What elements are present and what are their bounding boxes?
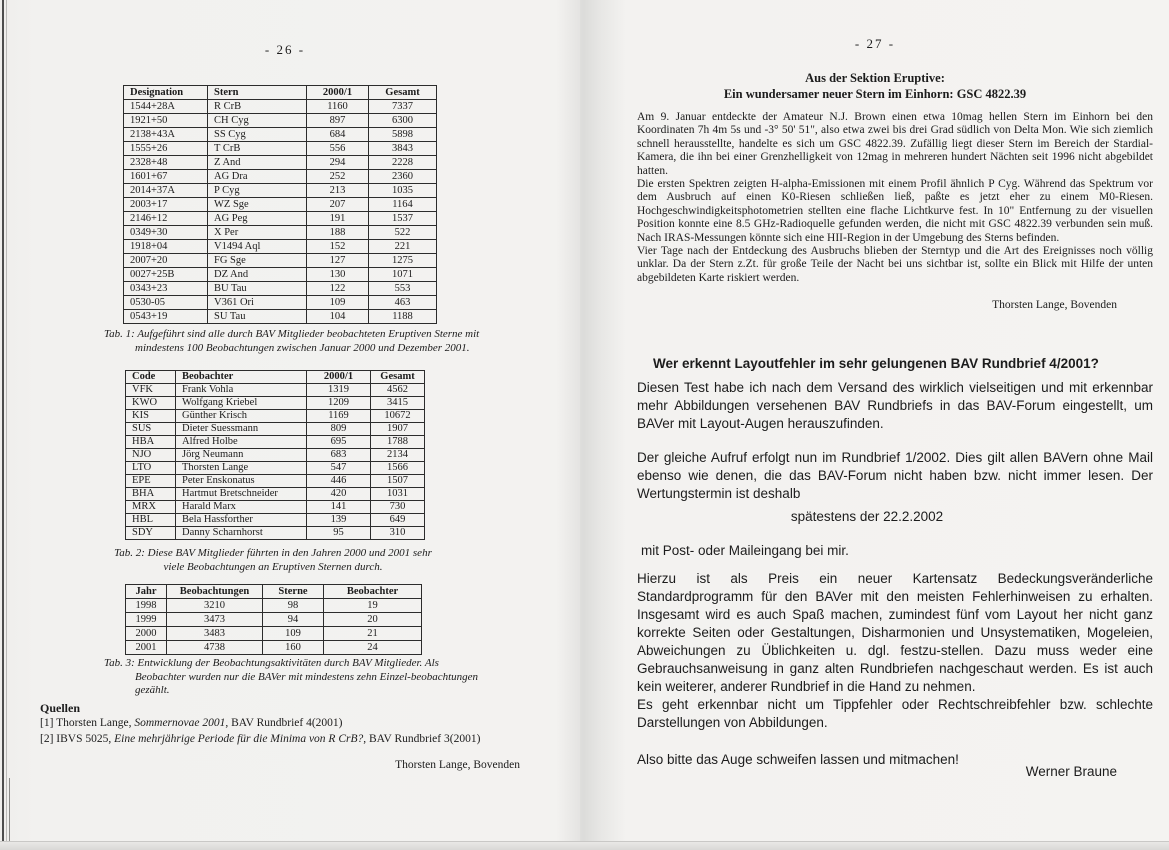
table-row xyxy=(124,212,437,226)
scan-edge-line xyxy=(2,0,4,850)
table-cell: 2003+17 xyxy=(124,198,208,212)
table-cell: 294 xyxy=(307,156,369,170)
column-header: Gesamt xyxy=(369,86,437,100)
table-cell: Jörg Neumann xyxy=(176,449,307,462)
table-cell: 2328+48 xyxy=(124,156,208,170)
table-cell: 160 xyxy=(263,641,324,655)
table-row xyxy=(124,240,437,254)
column-header: 2000/1 xyxy=(307,371,371,384)
article1-paragraph: Vier Tage nach der Entdeckung des Ausbruchs blieben der Sterntyp und die Art des Ereignisses noch völlig unklar. Da der Stern z.Zt. für große Teile der Nacht bei uns sichtbar ist, sollte ein Blick mit Hilfe der unten abgebildeten Karte riskiert werden. xyxy=(637,245,1153,284)
header-row xyxy=(126,371,425,384)
table-cell: 2001 xyxy=(126,641,167,655)
table-cell: 1164 xyxy=(369,198,437,212)
table-cell: 2134 xyxy=(371,449,425,462)
table-cell: Danny Scharnhorst xyxy=(176,527,307,540)
table-cell: 6300 xyxy=(369,114,437,128)
table-cell: 109 xyxy=(263,627,324,641)
table-cell: SS Cyg xyxy=(208,128,307,142)
table-cell: 553 xyxy=(369,282,437,296)
table-cell: 1035 xyxy=(369,184,437,198)
table-cell: 104 xyxy=(307,310,369,324)
table-cell: 1788 xyxy=(371,436,425,449)
column-header: 2000/1 xyxy=(307,86,369,100)
deadline-line: spätestens der 22.2.2002 xyxy=(790,509,944,524)
page-number-left: - 26 - xyxy=(264,42,306,57)
table-row xyxy=(124,310,437,324)
article1-title-line2: Ein wundersamer neuer Stern im Einhorn: GSC 4822.39 xyxy=(723,87,1027,101)
table-row xyxy=(126,423,425,436)
table-cell: 897 xyxy=(307,114,369,128)
table-cell: 649 xyxy=(371,514,425,527)
table-row xyxy=(124,198,437,212)
table1-caption: Tab. 1: Aufgeführt sind alle durch BAV Mitglieder beobachteten Eruptiven Sterne mit mindestens 100 Beobachtungen zwischen Januar 2000 und Dezember 2001. xyxy=(104,328,480,354)
table-row xyxy=(126,475,425,488)
table-cell: MRX xyxy=(126,501,176,514)
table-cell: 310 xyxy=(371,527,425,540)
table-cell: Harald Marx xyxy=(176,501,307,514)
table-cell: 1188 xyxy=(369,310,437,324)
table-cell: 3415 xyxy=(371,397,425,410)
table-cell: Dieter Suessmann xyxy=(176,423,307,436)
table-cell: V1494 Aql xyxy=(208,240,307,254)
article2-title: Wer erkennt Layoutfehler im sehr gelungenen BAV Rundbrief 4/2001? xyxy=(653,356,1099,371)
column-header: Designation xyxy=(124,86,208,100)
table-row xyxy=(124,184,437,198)
mail-line: mit Post- oder Maileingang bei mir. xyxy=(641,543,849,558)
column-header: Gesamt xyxy=(371,371,425,384)
source-text: [1] Thorsten Lange, xyxy=(40,717,135,729)
table2-caption: Tab. 2: Diese BAV Mitglieder führten in den Jahren 2000 und 2001 sehr viele Beobachtungen an Eruptiven Sternen durch. xyxy=(114,547,432,573)
article1-body xyxy=(637,111,1153,285)
table-cell: 695 xyxy=(307,436,371,449)
table-cell: WZ Sge xyxy=(208,198,307,212)
article2-paragraph: Es geht erkennbar nicht um Tippfehler oder Rechtschreibfehler bzw. schlechte Darstellungen von Abbildungen. xyxy=(637,697,1153,730)
table-row xyxy=(124,170,437,184)
table-cell: HBL xyxy=(126,514,176,527)
table-cell: 446 xyxy=(307,475,371,488)
table-cell: 683 xyxy=(307,449,371,462)
table-cell: 684 xyxy=(307,128,369,142)
source-title: Eine mehrjährige Periode für die Minima von R CrB? xyxy=(114,732,364,745)
table-cell: 213 xyxy=(307,184,369,198)
table-cell: 0027+25B xyxy=(124,268,208,282)
table-cell: 188 xyxy=(307,226,369,240)
table-cell: V361 Ori xyxy=(208,296,307,310)
table-cell: 94 xyxy=(263,613,324,627)
table-cell: EPE xyxy=(126,475,176,488)
table-cell: HBA xyxy=(126,436,176,449)
table-cell: KWO xyxy=(126,397,176,410)
table-cell: 20 xyxy=(324,613,422,627)
table-cell: 1275 xyxy=(369,254,437,268)
article1-title-line1: Aus der Sektion Eruptive: xyxy=(805,71,945,85)
table-cell: P Cyg xyxy=(208,184,307,198)
table-cell: 3473 xyxy=(167,613,263,627)
table-cell: Alfred Holbe xyxy=(176,436,307,449)
table-cell: 24 xyxy=(324,641,422,655)
table-cell: 3843 xyxy=(369,142,437,156)
table-cell: 2360 xyxy=(369,170,437,184)
scan-bottom-edge xyxy=(0,841,1169,850)
table-cell: CH Cyg xyxy=(208,114,307,128)
table-cell: 2000 xyxy=(126,627,167,641)
article1-paragraph: Am 9. Januar entdeckte der Amateur N.J. Brown einen etwa 10mag hellen Stern im Einhorn bei den Koordinaten 7h 4m 5s und -3° 50' 51", also etwa zwei bis drei Grad südlich von Delta Mon. Wie sich ziemlich schnell herausstellte, handelte es sich um GSC 4822.39. Zufällig liegt dieser Stern im Bereich der Stardial-Kamera, die ihn bei einer Grenzhelligkeit von 12mag in mehreren hundert Nächten seit 1996 nicht abgebildet hatten. xyxy=(637,111,1153,177)
table-row xyxy=(126,488,425,501)
column-header: Stern xyxy=(208,86,307,100)
table-row xyxy=(124,128,437,142)
table-row xyxy=(124,268,437,282)
table-cell: 730 xyxy=(371,501,425,514)
table-cell: X Per xyxy=(208,226,307,240)
author-signature-article1: Thorsten Lange, Bovenden xyxy=(992,299,1117,311)
table-cell: Peter Enskonatus xyxy=(176,475,307,488)
sources-section xyxy=(40,701,600,747)
table-cell: 2138+43A xyxy=(124,128,208,142)
table-row xyxy=(124,226,437,240)
table-cell: 19 xyxy=(324,599,422,613)
table-cell: 4738 xyxy=(167,641,263,655)
table-cell: 0343+23 xyxy=(124,282,208,296)
table-cell: SDY xyxy=(126,527,176,540)
table-row xyxy=(126,410,425,423)
table-row xyxy=(124,142,437,156)
table-cell: 221 xyxy=(369,240,437,254)
table-cell: 5898 xyxy=(369,128,437,142)
table-cell: 141 xyxy=(307,501,371,514)
table-row xyxy=(126,501,425,514)
article2-paragraph: Hierzu ist als Preis ein neuer Kartensatz Bedeckungsveränderliche Standardprogramm für den BAVer mit den meisten Fehlerhinweisen zu erhalten. Insgesamt wird es auch Spaß machen, zumindest fünf vom Layout her nicht ganz korrekte Seiten oder Gestaltungen, Disharmonien und Unsystematiken, Mogeleien, Abweichungen zu Üblichkeiten u. dgl. festzu-stellen. Dazu muss weder eine Gebrauchsanweisung in ganz alten Rundbriefen nachgeschaut werden. Es ist auch kein weiterer, anderer Rundbrief in die Hand zu nehmen. xyxy=(637,571,1153,694)
table-row xyxy=(126,462,425,475)
table-row xyxy=(124,296,437,310)
table-cell: 109 xyxy=(307,296,369,310)
table-row xyxy=(126,436,425,449)
header-row xyxy=(126,585,422,599)
table-cell: Frank Vohla xyxy=(176,384,307,397)
table-cell: R CrB xyxy=(208,100,307,114)
table-cell: 191 xyxy=(307,212,369,226)
table-cell: 1921+50 xyxy=(124,114,208,128)
table-cell: 1031 xyxy=(371,488,425,501)
page-number-right: - 27 - xyxy=(854,36,896,51)
scan-edge-line xyxy=(9,778,10,850)
source-title: Sommernovae 2001 xyxy=(134,717,226,729)
table-row xyxy=(126,527,425,540)
column-header: Beobachter xyxy=(176,371,307,384)
table-cell: 1999 xyxy=(126,613,167,627)
table-cell: 130 xyxy=(307,268,369,282)
table-cell: 1209 xyxy=(307,397,371,410)
table-cell: AG Peg xyxy=(208,212,307,226)
table3-caption: Tab. 3: Entwicklung der Beobachtungsaktivitäten durch BAV Mitglieder. Als Beobachter wurden nur die BAVer mit mindestens zehn Einzel-beobachtungen gezählt. xyxy=(104,657,479,696)
table-cell: Thorsten Lange xyxy=(176,462,307,475)
table-cell: 1537 xyxy=(369,212,437,226)
table-cell: 7337 xyxy=(369,100,437,114)
column-header: Sterne xyxy=(263,585,324,599)
table-cell: 547 xyxy=(307,462,371,475)
table-cell: 127 xyxy=(307,254,369,268)
scan-edge-line xyxy=(6,0,7,850)
source-item xyxy=(40,716,600,732)
table-cell: AG Dra xyxy=(208,170,307,184)
sources-heading: Quellen xyxy=(40,701,81,715)
observers-table xyxy=(125,370,425,540)
table-cell: BHA xyxy=(126,488,176,501)
table-row xyxy=(126,449,425,462)
table-cell: 2228 xyxy=(369,156,437,170)
source-text: , BAV Rundbrief 3(2001) xyxy=(363,732,481,745)
header-row xyxy=(124,86,437,100)
closing-line: Also bitte das Auge schweifen lassen und mitmachen! xyxy=(637,752,959,767)
table-cell: 556 xyxy=(307,142,369,156)
article1-title xyxy=(617,70,1133,102)
article2-body xyxy=(637,570,1153,732)
article2-paragraph: Diesen Test habe ich nach dem Versand des wirklich vielseitigen und mit erkennbar mehr Abbildungen versehenen BAV Rundbriefs in das BAV-Forum eingestellt, um BAVer mit Layout-Augen herauszufinden. xyxy=(637,380,1153,431)
table-row xyxy=(126,641,422,655)
table-cell: 2146+12 xyxy=(124,212,208,226)
table-cell: 3210 xyxy=(167,599,263,613)
table-cell: 1071 xyxy=(369,268,437,282)
table-cell: 1998 xyxy=(126,599,167,613)
table-cell: 1555+26 xyxy=(124,142,208,156)
table-cell: LTO xyxy=(126,462,176,475)
article1-paragraph: Die ersten Spektren zeigten H-alpha-Emissionen mit einem Profil ähnlich P Cyg. Während das Spektrum vor dem Ausbruch auf einen K0-Riesen schließen ließ, paßte es jetzt eher zu einem M0-Riesen. Hochgeschwindigkeitsphotometrien stellten eine flache Lichtkurve fest. In 10" Entfernung zu der visuellen Position konnte eine 8.5 GHz-Radioquelle gefunden werden, die nicht mit GSC 4822.39 verbunden sein muß. Nach IRAS-Messungen könnte sich eine HII-Region in der Umgebung des Sterns befinden. xyxy=(637,178,1153,244)
source-item xyxy=(40,732,600,748)
table-cell: T CrB xyxy=(208,142,307,156)
table-cell: 2014+37A xyxy=(124,184,208,198)
table-cell: 1319 xyxy=(307,384,371,397)
table-cell: 420 xyxy=(307,488,371,501)
table-cell: Bela Hassforther xyxy=(176,514,307,527)
table-cell: 0530-05 xyxy=(124,296,208,310)
table-row xyxy=(126,599,422,613)
table-cell: 152 xyxy=(307,240,369,254)
table-cell: Günther Krisch xyxy=(176,410,307,423)
table-cell: 1544+28A xyxy=(124,100,208,114)
author-signature-left: Thorsten Lange, Bovenden xyxy=(395,759,520,771)
table-cell: 1507 xyxy=(371,475,425,488)
table-row xyxy=(124,254,437,268)
table-cell: 139 xyxy=(307,514,371,527)
table-row xyxy=(124,282,437,296)
table-cell: 3483 xyxy=(167,627,263,641)
article2-paragraph: Der gleiche Aufruf erfolgt nun im Rundbrief 1/2002. Dies gilt allen BAVern ohne Mail ebenso wie denen, die das BAV-Forum nicht haben bzw. nicht immer lesen. Der Wertungstermin ist deshalb xyxy=(637,450,1153,501)
table-cell: Hartmut Bretschneider xyxy=(176,488,307,501)
table-cell: VFK xyxy=(126,384,176,397)
table-row xyxy=(126,384,425,397)
table-cell: 95 xyxy=(307,527,371,540)
table-row xyxy=(124,100,437,114)
table-cell: 207 xyxy=(307,198,369,212)
table-cell: FG Sge xyxy=(208,254,307,268)
source-text: [2] IBVS 5025, xyxy=(40,732,115,745)
eruptive-stars-table xyxy=(123,85,437,324)
author-signature-article2: Werner Braune xyxy=(1025,764,1117,779)
table-row xyxy=(124,114,437,128)
table-cell: 1169 xyxy=(307,410,371,423)
table-cell: 1566 xyxy=(371,462,425,475)
table-cell: DZ And xyxy=(208,268,307,282)
table-cell: 1601+67 xyxy=(124,170,208,184)
column-header: Beobachter xyxy=(324,585,422,599)
table-row xyxy=(126,397,425,410)
column-header: Code xyxy=(126,371,176,384)
table-cell: KIS xyxy=(126,410,176,423)
table-cell: 21 xyxy=(324,627,422,641)
table-cell: SUS xyxy=(126,423,176,436)
table-row xyxy=(126,627,422,641)
column-header: Jahr xyxy=(126,585,167,599)
table-cell: 10672 xyxy=(371,410,425,423)
table-cell: 252 xyxy=(307,170,369,184)
column-header: Beobachtungen xyxy=(167,585,263,599)
table-row xyxy=(126,613,422,627)
table-cell: 4562 xyxy=(371,384,425,397)
table-cell: 1918+04 xyxy=(124,240,208,254)
table-cell: Z And xyxy=(208,156,307,170)
table-cell: 463 xyxy=(369,296,437,310)
table-cell: 522 xyxy=(369,226,437,240)
table-cell: 2007+20 xyxy=(124,254,208,268)
table-cell: 809 xyxy=(307,423,371,436)
source-text: , BAV Rundbrief 4(2001) xyxy=(225,717,343,729)
table-cell: BU Tau xyxy=(208,282,307,296)
table-cell: Wolfgang Kriebel xyxy=(176,397,307,410)
table-cell: 1907 xyxy=(371,423,425,436)
table-cell: 0543+19 xyxy=(124,310,208,324)
table-cell: 122 xyxy=(307,282,369,296)
table-cell: NJO xyxy=(126,449,176,462)
table-cell: SU Tau xyxy=(208,310,307,324)
table-cell: 0349+30 xyxy=(124,226,208,240)
table-row xyxy=(126,514,425,527)
table-cell: 98 xyxy=(263,599,324,613)
table-row xyxy=(124,156,437,170)
activity-table xyxy=(125,584,422,655)
table-cell: 1160 xyxy=(307,100,369,114)
